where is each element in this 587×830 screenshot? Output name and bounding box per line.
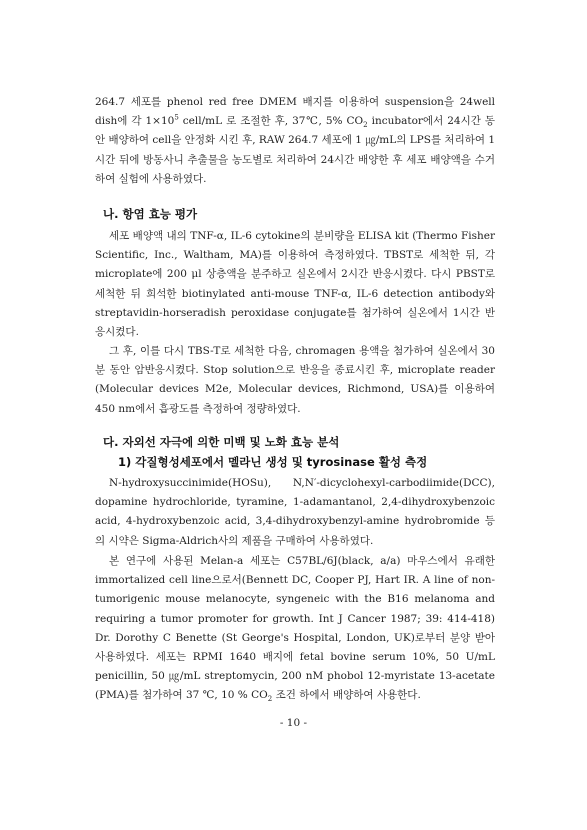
page-number: - 10 - (279, 717, 308, 729)
subsection-1-paragraph-2 (95, 552, 495, 706)
section-na-paragraph-1: 세포 배양액 내의 TNF-α, IL-6 cytokine의 분비량을 ELISA kit (Thermo Fisher Scientific, Inc., Waltham, MA)를 이용하여 측정하였다. TBST로 세척한 뒤, 각 microplate에 200 μl 상층액을 분주하고 실온에서 2시간 반응시켰다. 다시 PBST로 세척한 뒤 희석한 biotinylated anti-mouse TNF-α, IL-6 detection antibody와 streptavidin-horseradish peroxidase conjugate를 첨가하여 실온에서 1시간 반응시켰다. (95, 230, 495, 339)
intro-text-part-a: 264.7 세포를 phenol red free DMEM 배지를 이용하여 suspension을 24well dish에 각 1×10 (95, 96, 495, 128)
subsection-1-heading: 1) 각질형성세포에서 멜라닌 생성 및 tyrosinase 활성 측정 (118, 455, 428, 469)
section-na-heading: 나. 항염 효능 평가 (103, 207, 198, 221)
intro-superscript: 5 (174, 113, 179, 122)
paragraph-2-subscript: 2 (267, 695, 273, 704)
intro-text-part-b: cell/mL 로 조절한 후, 37℃, 5% CO (178, 115, 364, 128)
subsection-1-paragraph-1: N-hydroxysuccinimide(HOSu), N,N′-dicyclohexyl-carbodiimide(DCC), dopamine hydrochloride, tyramine, 1-adamantanol, 2,4-dihydroxybenzoic acid, 4-hydroxybenzoic acid, 3,4-dihydroxybenzyl-amine hydrobromide 등의 시약은 Sigma-Aldrich사의 제품을 구매하여 사용하였다. (95, 477, 495, 547)
intro-subscript: 2 (363, 121, 368, 130)
intro-paragraph (95, 93, 495, 189)
section-na-paragraph-2: 그 후, 이를 다시 TBS-T로 세척한 다음, chromagen 용액을 첨가하여 실온에서 30분 동안 암반응시켰다. Stop solution으로 반응을 종료시킨 후, microplate reader (Molecular devices M2e, Molecular devices, Richmond, USA)를 이용하여 450 nm에서 흡광도를 측정하여 정량하였다. (95, 345, 495, 415)
paragraph-2-text-part-a: 본 연구에 사용된 Melan-a 세포는 C57BL/6J(black, a/a) 마우스에서 유래한 immortalized cell line으로서(Bennett DC, Cooper PJ, Hart IR. A line of non-tumorigenic mouse melanocyte, syngeneic with the B16 melanoma and requiring a tumor promoter for growth. Int J Cancer 1987; 39: 414-418) Dr. Dorothy C Benette (St George's Hospital, London, UK)로부터 분양 받아 사용하였다. 세포는 RPMI 1640 배지에 fetal bovine serum 10%, 50 U/mL penicillin, 50 ㎍/mL streptomycin, 200 nM phobol 12-myristate 13-acetate (PMA)를 첨가하여 37 ℃, 10 % CO (95, 555, 495, 702)
paragraph-2-text-part-b: 조건 하에서 배양하여 사용한다. (272, 689, 421, 702)
section-da-heading: 다. 자외선 자극에 의한 미백 및 노화 효능 분석 (103, 435, 340, 449)
intro-text-part-c: incubator에서 24시간 동안 배양하여 cell을 안정화 시킨 후, RAW 264.7 세포에 1 ㎍/mL의 LPS를 처리하여 1시간 뒤에 방동사니 추출물을 농도별로 처리하여 24시간 배양한 후 세포 배양액을 수거하여 실험에 사용하였다. (95, 115, 496, 185)
